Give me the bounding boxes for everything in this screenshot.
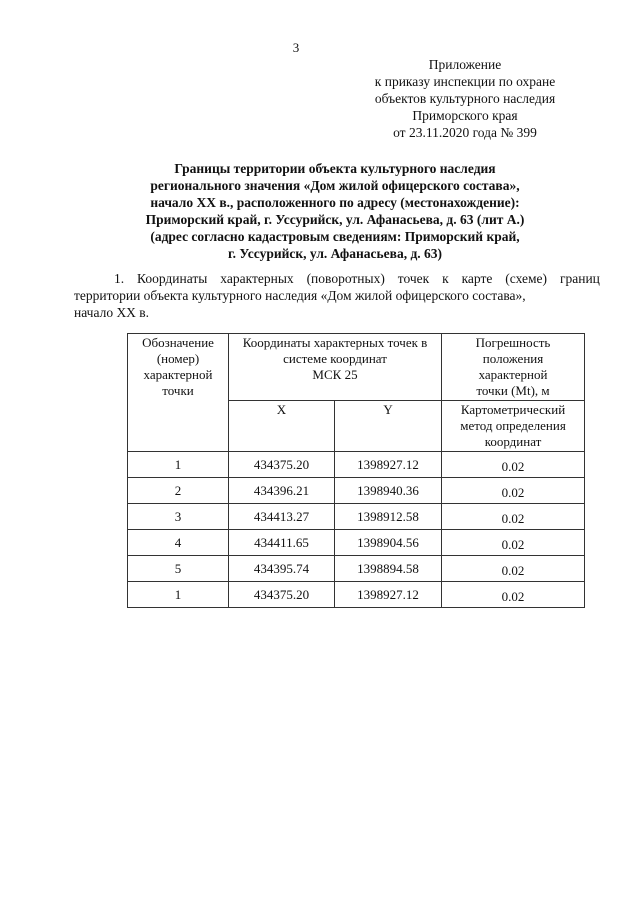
cell-x: 434375.20	[229, 452, 335, 478]
header-text: (номер)	[156, 351, 200, 366]
appendix-line: Приморского края	[412, 108, 518, 123]
title-line: Приморский край, г. Уссурийск, ул. Афанасьева, д. 63 (лит А.)	[145, 212, 525, 227]
paragraph-line-justified	[74, 270, 600, 287]
appendix-block	[330, 56, 600, 141]
header-text: системе координат	[283, 351, 387, 366]
word: (поворотных)	[306, 271, 385, 286]
header-x: X	[229, 401, 335, 452]
header-text: положения	[482, 351, 544, 366]
header-text: характерной	[478, 367, 548, 382]
header-point-designation	[128, 334, 229, 452]
cell-mt: 0.02	[442, 530, 585, 556]
header-text: МСК 25	[312, 367, 358, 382]
table-row	[128, 478, 585, 504]
header-error	[442, 334, 585, 401]
cell-y: 1398940.36	[335, 478, 442, 504]
cell-mt: 0.02	[442, 452, 585, 478]
cell-y: 1398927.12	[335, 452, 442, 478]
header-text: Картометрический	[460, 402, 566, 417]
cell-point: 1	[128, 582, 229, 608]
document-title	[100, 160, 570, 262]
cell-point: 2	[128, 478, 229, 504]
cell-x: 434396.21	[229, 478, 335, 504]
word: карте	[461, 271, 493, 286]
cell-y: 1398904.56	[335, 530, 442, 556]
cell-y: 1398894.58	[335, 556, 442, 582]
appendix-line: объектов культурного наследия	[374, 91, 556, 106]
paragraph-line: начало XX в.	[74, 305, 150, 320]
appendix-line: Приложение	[428, 57, 502, 72]
header-coordinates	[229, 334, 442, 401]
table-header-row	[128, 334, 585, 401]
header-text: координат	[484, 434, 542, 449]
header-method	[442, 401, 585, 452]
word: Координаты	[137, 271, 208, 286]
header-text: Координаты характерных точек в	[242, 335, 428, 350]
table-row	[128, 452, 585, 478]
cell-x: 434375.20	[229, 582, 335, 608]
appendix-line: к приказу инспекции по охране	[374, 74, 556, 89]
header-y: Y	[335, 401, 442, 452]
word: характерных	[220, 271, 294, 286]
title-line: начало XX в., расположенного по адресу (местонахождение):	[150, 195, 520, 210]
page-number: 3	[292, 40, 300, 55]
header-text: характерной	[143, 367, 213, 382]
title-line: Границы территории объекта культурного наследия	[174, 161, 496, 176]
header-text: точки (Mt), м	[476, 383, 550, 398]
intro-paragraph	[74, 270, 600, 321]
table-row	[128, 556, 585, 582]
cell-point: 3	[128, 504, 229, 530]
cell-mt: 0.02	[442, 556, 585, 582]
word: (схеме)	[505, 271, 548, 286]
header-text: метод определения	[460, 418, 566, 433]
title-line: регионального значения «Дом жилой офицерского состава»,	[150, 178, 520, 193]
table-row	[128, 504, 585, 530]
coordinates-table	[127, 333, 585, 608]
title-line: (адрес согласно кадастровым сведениям: Приморский край,	[150, 229, 520, 244]
cell-mt: 0.02	[442, 504, 585, 530]
cell-x: 434395.74	[229, 556, 335, 582]
table-row	[128, 530, 585, 556]
header-text: Погрешность	[475, 335, 551, 350]
cell-point: 5	[128, 556, 229, 582]
title-line: г. Уссурийск, ул. Афанасьева, д. 63)	[227, 246, 443, 261]
paragraph-line: территории объекта культурного наследия «Дом жилой офицерского состава»,	[74, 288, 526, 303]
word: границ	[559, 271, 600, 286]
cell-point: 4	[128, 530, 229, 556]
cell-x: 434413.27	[229, 504, 335, 530]
appendix-line: от 23.11.2020 года № 399	[393, 125, 537, 140]
word: точек	[397, 271, 430, 286]
word: 1.	[114, 271, 125, 286]
cell-x: 434411.65	[229, 530, 335, 556]
cell-mt: 0.02	[442, 478, 585, 504]
word: к	[442, 271, 449, 286]
cell-mt: 0.02	[442, 582, 585, 608]
header-text: Обозначение	[142, 335, 214, 350]
cell-point: 1	[128, 452, 229, 478]
table-row	[128, 582, 585, 608]
header-text: точки	[162, 383, 194, 398]
cell-y: 1398912.58	[335, 504, 442, 530]
cell-y: 1398927.12	[335, 582, 442, 608]
